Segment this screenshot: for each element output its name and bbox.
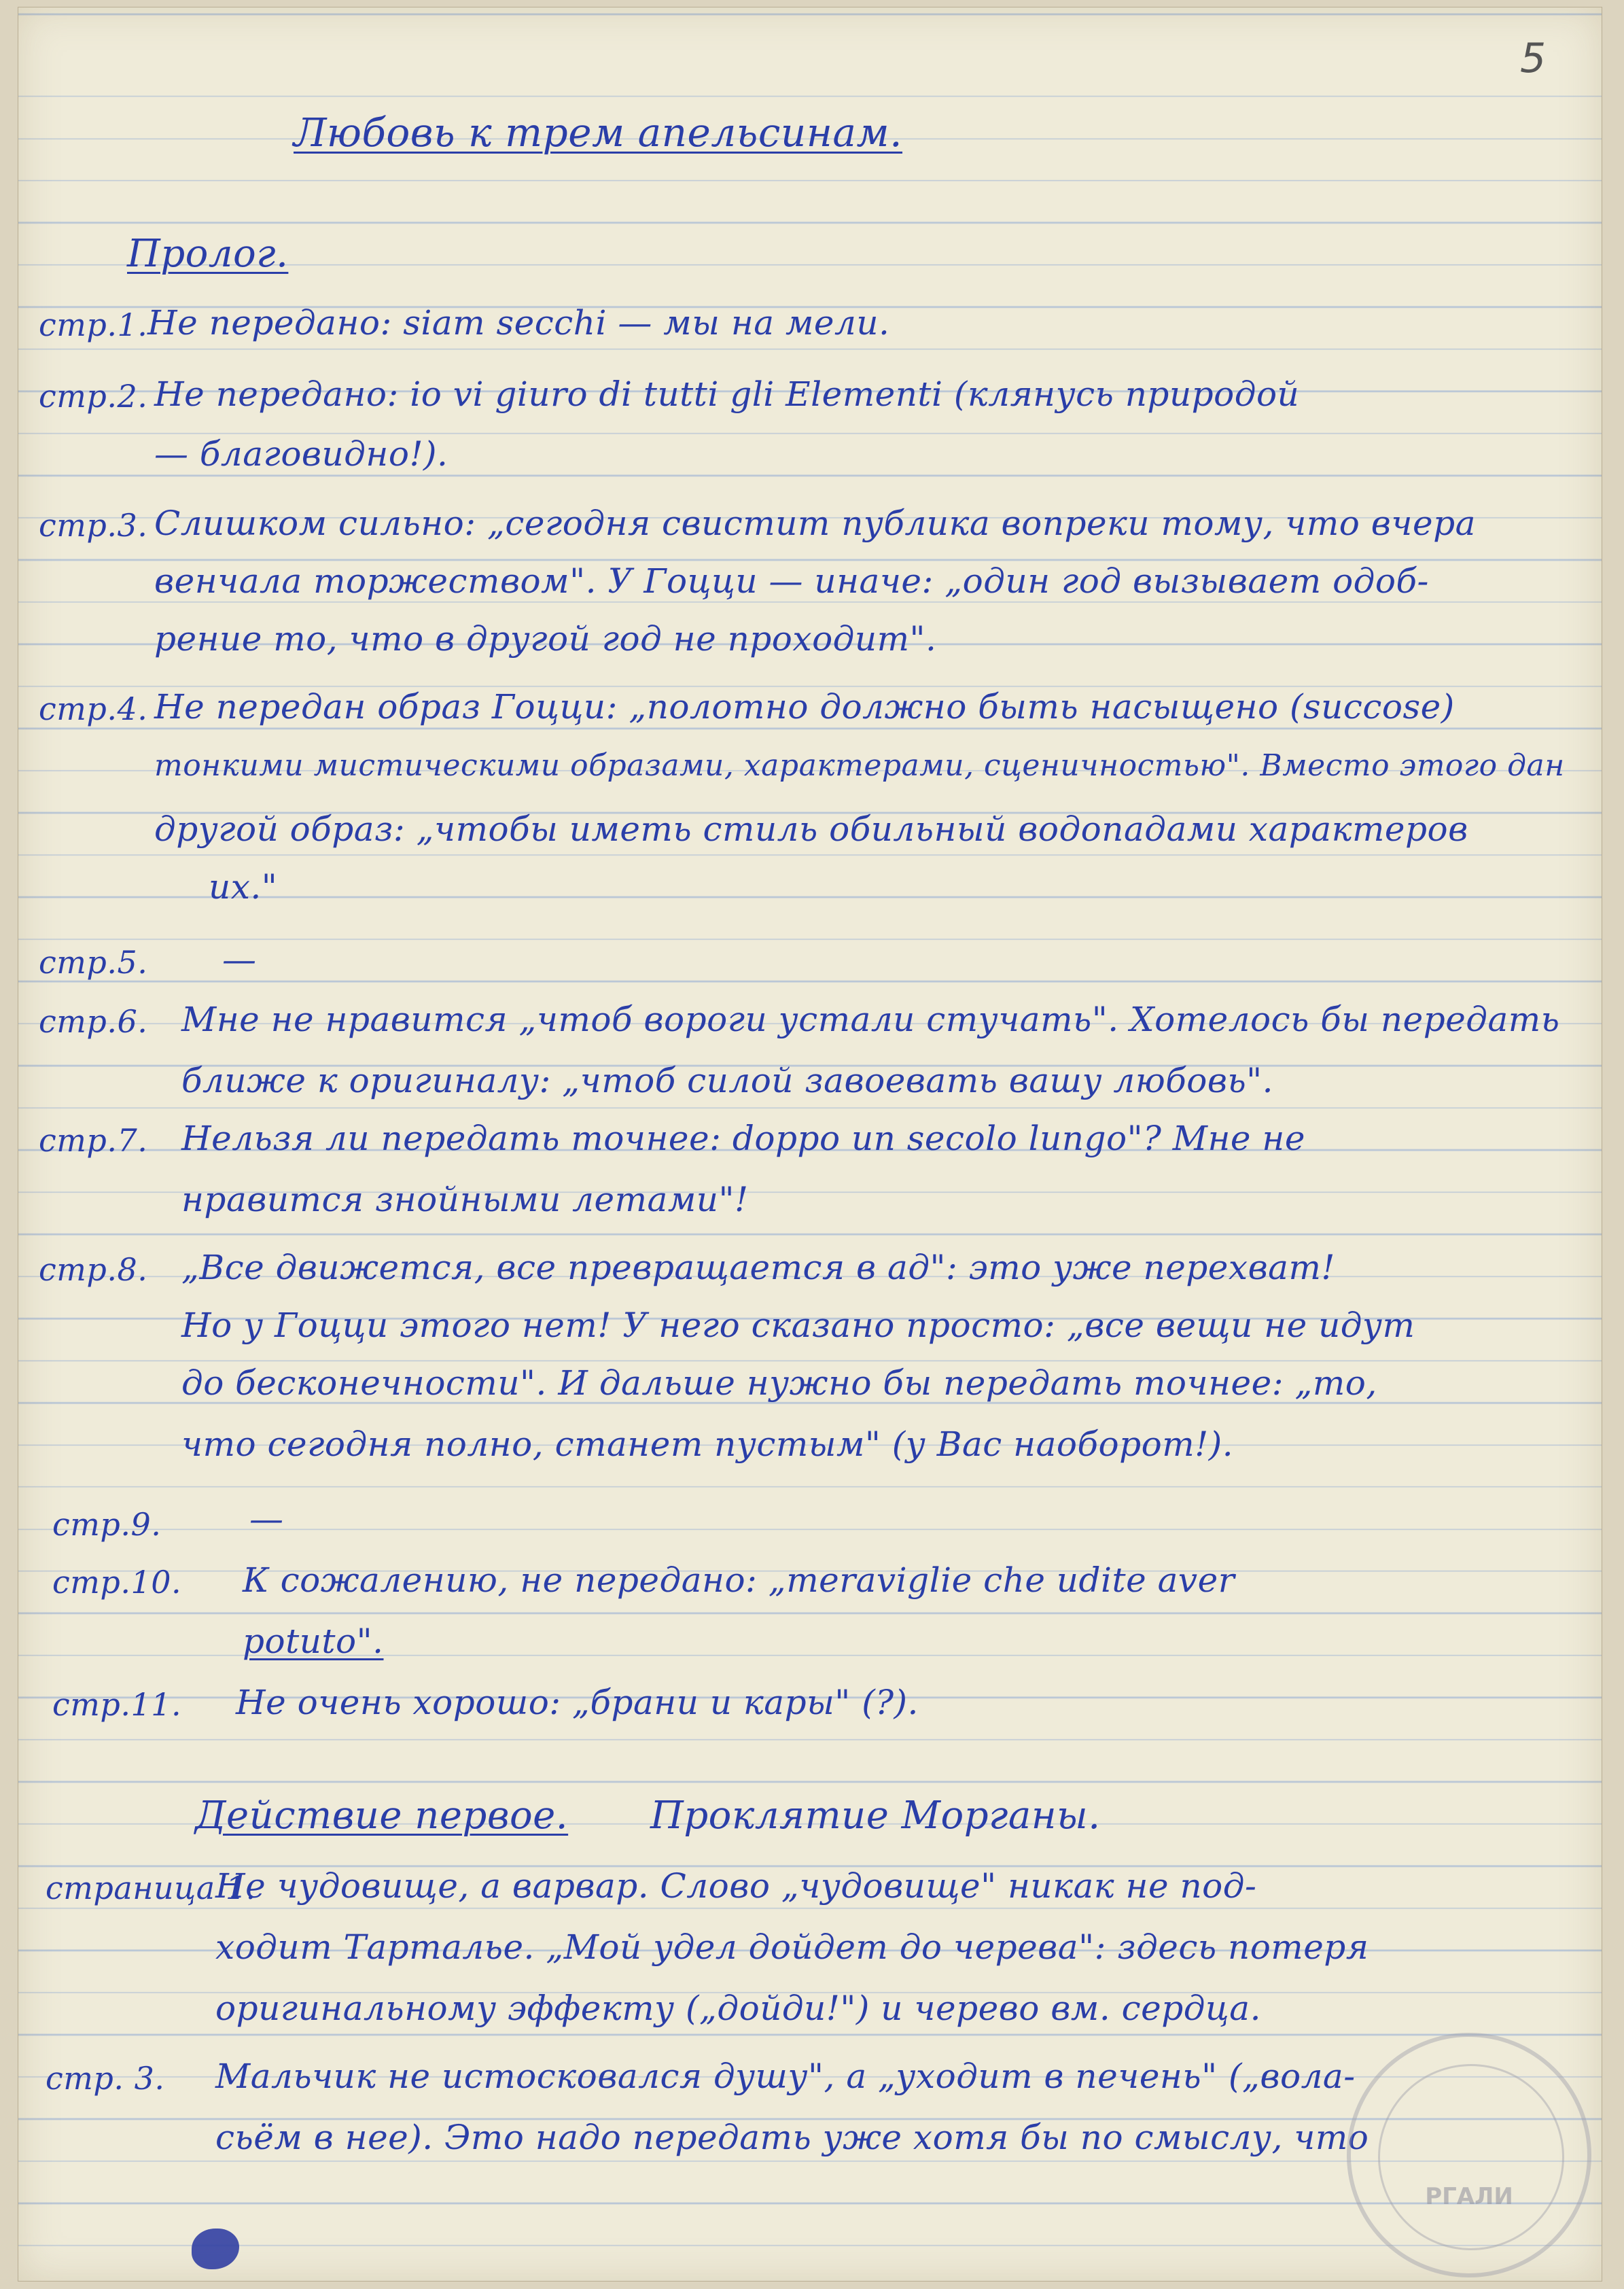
archive-stamp [1347, 2033, 1591, 2277]
line-label: стр. 3. [46, 2060, 165, 2097]
line-text: Мальчик не истосковался душу", а „уходит в печень" („вола- [215, 2057, 1356, 2096]
act-one-heading: Действие первое. [195, 1794, 569, 1838]
line-label: стр.5. [39, 944, 148, 981]
page-number: 5 [1520, 35, 1547, 82]
line-label: стр.8. [39, 1251, 148, 1288]
line-text: их." [209, 867, 278, 907]
line-text: сьём в нее). Это надо передать уже хотя бы по смыслу, что [215, 2118, 1369, 2157]
line-label: стр.2. [39, 378, 148, 415]
act-one-subtitle: Проклятие Морганы. [650, 1794, 1101, 1838]
line-label: стр.3. [39, 507, 148, 544]
line-text: Но у Гоцци этого нет! У него сказано просто: „все вещи не идут [181, 1306, 1415, 1345]
line-label: стр.9. [52, 1506, 162, 1543]
line-text: нравится знойными летами"! [181, 1180, 749, 1219]
line-text: Слишком сильно: „сегодня свистит публика вопреки тому, что вчера [154, 504, 1476, 543]
line-text: что сегодня полно, станет пустым" (у Вас наоборот!). [181, 1425, 1234, 1464]
prologue-heading: Пролог. [127, 232, 289, 276]
line-text: Мне не нравится „чтоб вороги устали стучать". Хотелось бы передать [181, 1000, 1560, 1039]
line-text: ближе к оригиналу: „чтоб силой завоевать вашу любовь". [181, 1061, 1274, 1100]
archive-stamp-text: РГАЛИ [1425, 2183, 1513, 2210]
line-label: стр.11. [52, 1686, 182, 1723]
line-label: стр.7. [39, 1122, 148, 1159]
line-text: potuto". [243, 1622, 384, 1661]
line-text: Не передано: siam secchi — мы на мели. [147, 303, 890, 343]
line-text: Не чудовище, а варвар. Слово „чудовище" никак не под- [215, 1866, 1257, 1906]
manuscript-page [18, 7, 1602, 2282]
line-text: Не передано: io vi giuro di tutti gli Elementi (клянусь природой [154, 374, 1300, 414]
line-text: „Все движется, все превращается в ад": это уже перехват! [181, 1248, 1335, 1287]
line-label: стр.4. [39, 691, 148, 727]
line-text: Нельзя ли передать точнее: doppo un secolo lungo"? Мне не [181, 1119, 1305, 1158]
line-text: тонкими мистическими образами, характерами, сценичностью". Вместо этого дан [154, 748, 1565, 783]
line-text: другой образ: „чтобы иметь стиль обильный водопадами характеров [154, 809, 1468, 849]
line-label: стр.6. [39, 1003, 148, 1040]
line-text: К сожалению, не передано: „meraviglie che udite aver [243, 1560, 1235, 1600]
page-title: Любовь к трем апельсинам. [294, 109, 903, 156]
line-text: оригинальному эффекту („дойди!") и черево вм. сердца. [215, 1989, 1261, 2028]
line-text: рение то, что в другой год не проходит". [154, 619, 937, 659]
line-label: страница 1. [46, 1870, 256, 1906]
line-text: до бесконечности". И дальше нужно бы передать точнее: „то, [181, 1363, 1377, 1403]
line-text: Не передан образ Гоцци: „полотно должно быть насыщено (succose) [154, 687, 1455, 727]
line-text: венчала торжеством". У Гоцци — иначе: „один год вызывает одоб- [154, 561, 1429, 601]
line-text: Не очень хорошо: „брани и кары" (?). [236, 1683, 919, 1722]
line-text: ходит Тарталье. „Мой удел дойдет до черева": здесь потеря [215, 1927, 1369, 1967]
line-label: стр.10. [52, 1564, 182, 1601]
line-text: — [249, 1499, 284, 1539]
line-label: стр.1. [39, 307, 148, 343]
line-text: — благовидно!). [154, 434, 448, 474]
ink-blot [192, 2229, 239, 2269]
line-text: — [222, 940, 257, 979]
